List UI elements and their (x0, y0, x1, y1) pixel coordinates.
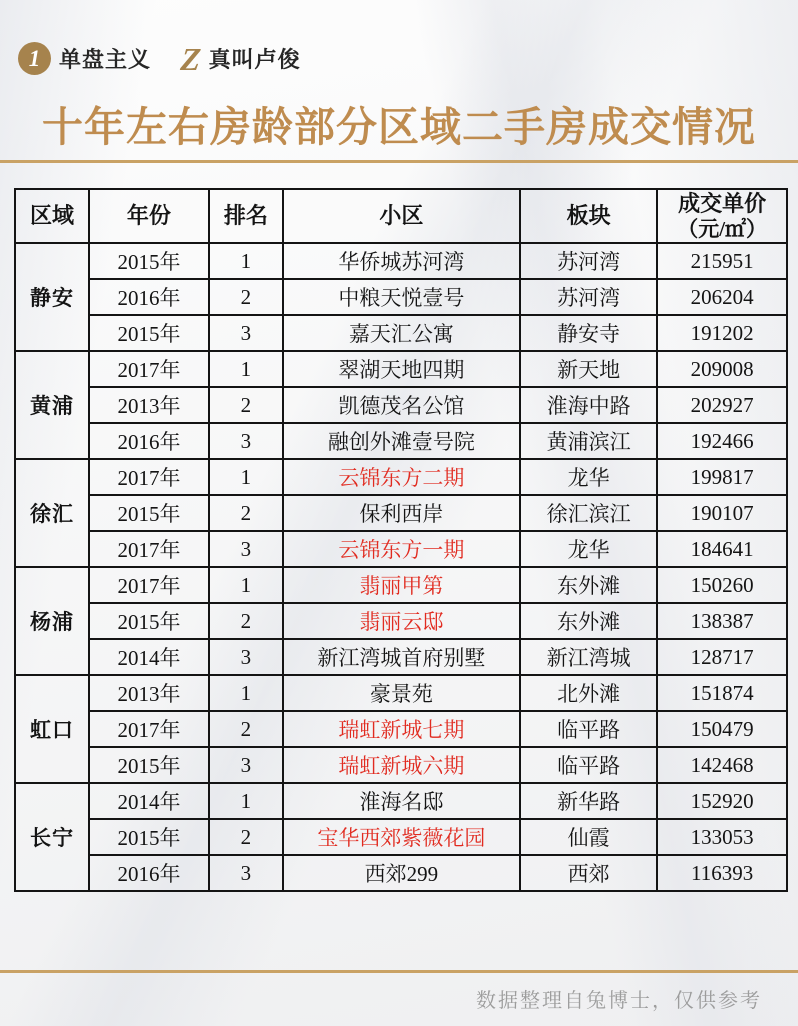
table-row (15, 747, 787, 783)
header-price-line2: （元/㎡） (677, 216, 768, 241)
year-cell: 2013年 (89, 675, 209, 711)
year-cell: 2015年 (89, 747, 209, 783)
price-cell: 199817 (657, 459, 787, 495)
community-cell: 华侨城苏河湾 (283, 243, 520, 279)
table-row (15, 279, 787, 315)
area-cell: 新江湾城 (520, 639, 657, 675)
rank-cell: 3 (209, 855, 283, 891)
year-cell: 2017年 (89, 351, 209, 387)
community-cell: 翡丽云邸 (283, 603, 520, 639)
rank-cell: 3 (209, 423, 283, 459)
table-row (15, 567, 787, 603)
year-cell: 2014年 (89, 639, 209, 675)
gold-divider-bottom (0, 970, 798, 973)
area-cell: 龙华 (520, 531, 657, 567)
price-cell: 152920 (657, 783, 787, 819)
rank-cell: 2 (209, 711, 283, 747)
rank-cell: 2 (209, 495, 283, 531)
community-cell: 中粮天悦壹号 (283, 279, 520, 315)
header-price-line1: 成交单价 (678, 191, 767, 217)
area-cell: 新天地 (520, 351, 657, 387)
price-cell: 133053 (657, 819, 787, 855)
year-cell: 2016年 (89, 279, 209, 315)
table-row (15, 855, 787, 891)
rank-cell: 1 (209, 567, 283, 603)
community-cell: 云锦东方一期 (283, 531, 520, 567)
district-cell: 静安 (15, 243, 89, 351)
table-row (15, 603, 787, 639)
table-row (15, 711, 787, 747)
rank-cell: 1 (209, 459, 283, 495)
year-cell: 2015年 (89, 495, 209, 531)
table-row (15, 531, 787, 567)
year-cell: 2015年 (89, 603, 209, 639)
transactions-table (14, 188, 788, 892)
table-row (15, 819, 787, 855)
price-cell: 150479 (657, 711, 787, 747)
rank-cell: 1 (209, 675, 283, 711)
price-cell: 206204 (657, 279, 787, 315)
table-row (15, 315, 787, 351)
brand-zhenjiaolujun (179, 40, 301, 77)
brand-label-danpanzhuyi: 单盘主义 (59, 47, 152, 72)
community-cell: 保利西岸 (283, 495, 520, 531)
year-cell: 2016年 (89, 855, 209, 891)
year-cell: 2017年 (89, 531, 209, 567)
header-community: 小区 (283, 189, 520, 243)
community-cell: 云锦东方二期 (283, 459, 520, 495)
community-cell: 西郊299 (283, 855, 520, 891)
table-header (15, 189, 787, 243)
rank-cell: 1 (209, 243, 283, 279)
rank-cell: 3 (209, 531, 283, 567)
area-cell: 淮海中路 (520, 387, 657, 423)
table-row (15, 495, 787, 531)
community-cell: 豪景苑 (283, 675, 520, 711)
community-cell: 翡丽甲第 (283, 567, 520, 603)
community-cell: 融创外滩壹号院 (283, 423, 520, 459)
district-cell: 虹口 (15, 675, 89, 783)
brand-danpanzhuyi (18, 42, 151, 75)
rank-cell: 3 (209, 639, 283, 675)
price-cell: 209008 (657, 351, 787, 387)
year-cell: 2017年 (89, 711, 209, 747)
area-cell: 新华路 (520, 783, 657, 819)
circle-one-icon: 1 (18, 42, 51, 75)
price-cell: 191202 (657, 315, 787, 351)
price-cell: 190107 (657, 495, 787, 531)
table-row (15, 783, 787, 819)
community-cell: 瑞虹新城七期 (283, 711, 520, 747)
community-cell: 宝华西郊紫薇花园 (283, 819, 520, 855)
year-cell: 2017年 (89, 459, 209, 495)
price-cell: 116393 (657, 855, 787, 891)
rank-cell: 1 (209, 351, 283, 387)
price-cell: 142468 (657, 747, 787, 783)
year-cell: 2015年 (89, 315, 209, 351)
area-cell: 临平路 (520, 747, 657, 783)
area-cell: 东外滩 (520, 567, 657, 603)
table-row (15, 675, 787, 711)
district-cell: 黄浦 (15, 351, 89, 459)
page-title: 十年左右房龄部分区域二手房成交情况 (42, 104, 756, 150)
rank-cell: 2 (209, 603, 283, 639)
year-cell: 2014年 (89, 783, 209, 819)
table-row (15, 351, 787, 387)
area-cell: 龙华 (520, 459, 657, 495)
year-cell: 2017年 (89, 567, 209, 603)
year-cell: 2016年 (89, 423, 209, 459)
brand-row (18, 42, 301, 75)
area-cell: 黄浦滨江 (520, 423, 657, 459)
area-cell: 东外滩 (520, 603, 657, 639)
district-cell: 徐汇 (15, 459, 89, 567)
rank-cell: 1 (209, 783, 283, 819)
rank-cell: 3 (209, 315, 283, 351)
header-year: 年份 (89, 189, 209, 243)
community-cell: 淮海名邸 (283, 783, 520, 819)
community-cell: 嘉天汇公寓 (283, 315, 520, 351)
header-rank: 排名 (209, 189, 283, 243)
price-cell: 202927 (657, 387, 787, 423)
area-cell: 静安寺 (520, 315, 657, 351)
community-cell: 翠湖天地四期 (283, 351, 520, 387)
header-row (15, 189, 787, 243)
header-district: 区域 (15, 189, 89, 243)
year-cell: 2013年 (89, 387, 209, 423)
area-cell: 北外滩 (520, 675, 657, 711)
header-area: 板块 (520, 189, 657, 243)
community-cell: 瑞虹新城六期 (283, 747, 520, 783)
year-cell: 2015年 (89, 819, 209, 855)
table-row (15, 423, 787, 459)
price-cell: 150260 (657, 567, 787, 603)
area-cell: 徐汇滨江 (520, 495, 657, 531)
table-row (15, 459, 787, 495)
district-cell: 长宁 (15, 783, 89, 891)
table-row (15, 387, 787, 423)
price-cell: 215951 (657, 243, 787, 279)
district-cell: 杨浦 (15, 567, 89, 675)
area-cell: 苏河湾 (520, 279, 657, 315)
rank-cell: 3 (209, 747, 283, 783)
area-cell: 西郊 (520, 855, 657, 891)
gold-divider-top (0, 160, 798, 163)
price-cell: 138387 (657, 603, 787, 639)
footer-note: 数据整理自兔博士，仅供参考 (476, 990, 762, 1012)
rank-cell: 2 (209, 279, 283, 315)
price-cell: 192466 (657, 423, 787, 459)
price-cell: 128717 (657, 639, 787, 675)
data-table-body (15, 243, 787, 891)
year-cell: 2015年 (89, 243, 209, 279)
rank-cell: 2 (209, 387, 283, 423)
price-cell: 184641 (657, 531, 787, 567)
area-cell: 苏河湾 (520, 243, 657, 279)
rank-cell: 2 (209, 819, 283, 855)
price-cell: 151874 (657, 675, 787, 711)
table-row (15, 243, 787, 279)
table-row (15, 639, 787, 675)
brand-label-zhenjiaolujun: 真叫卢俊 (208, 47, 301, 72)
community-cell: 凯德茂名公馆 (283, 387, 520, 423)
area-cell: 临平路 (520, 711, 657, 747)
community-cell: 新江湾城首府别墅 (283, 639, 520, 675)
z-monogram-icon: Z (179, 40, 203, 77)
area-cell: 仙霞 (520, 819, 657, 855)
header-price (657, 189, 787, 243)
